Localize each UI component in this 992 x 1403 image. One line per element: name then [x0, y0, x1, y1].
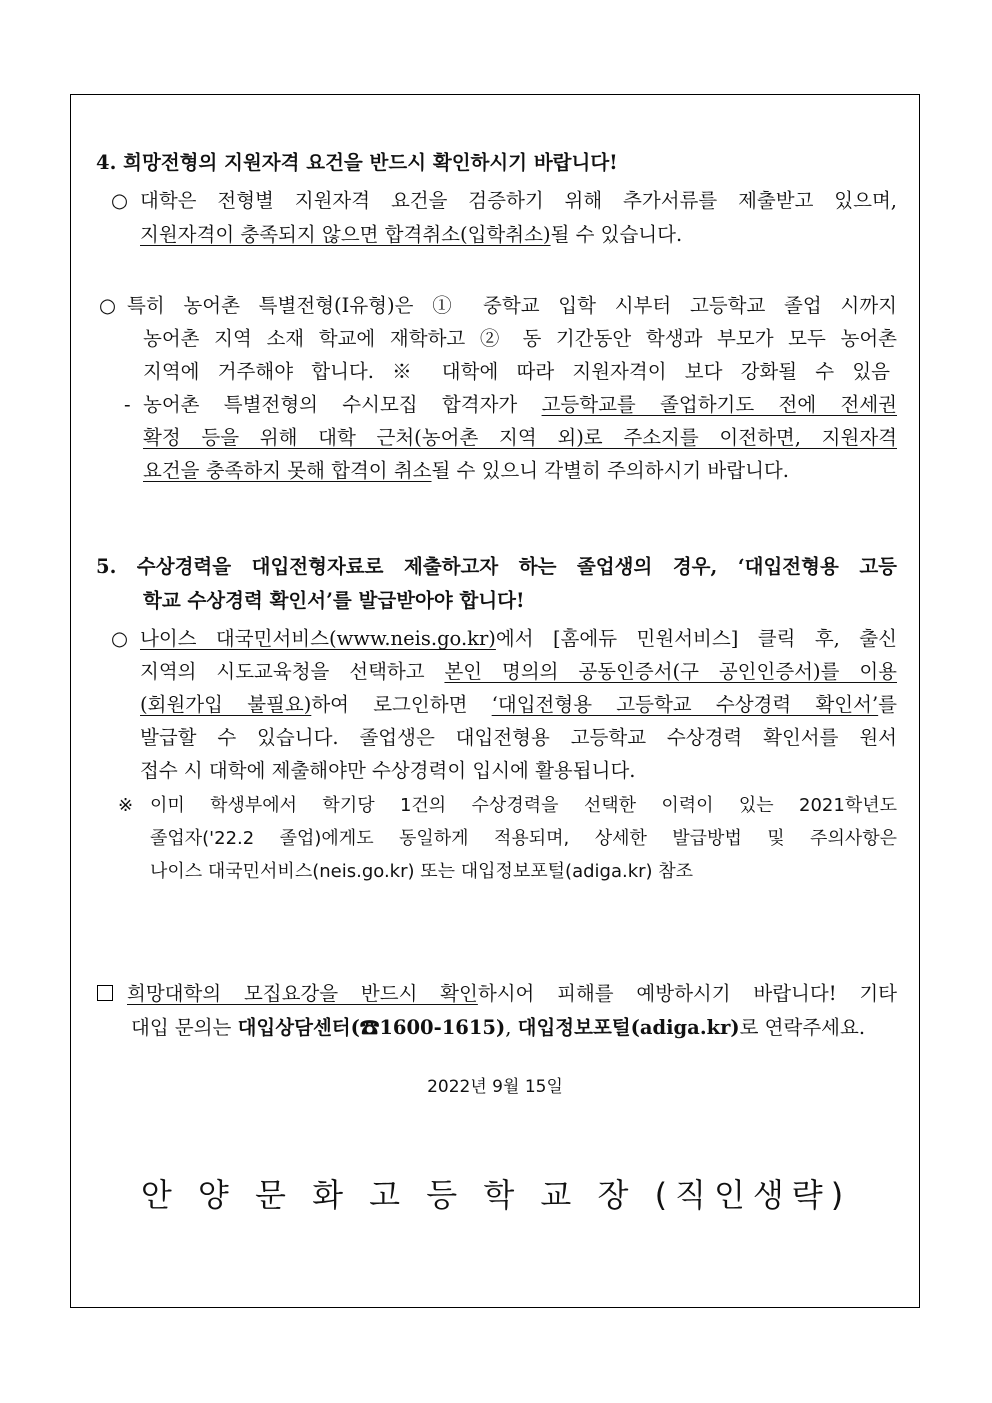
section5-line5: 접수 시 대학에 제출해야만 수상경력이 입시에 활용됩니다. — [140, 759, 636, 782]
section4-p3-line2: 확정 등을 위해 대학 근처(농어촌 지역 외)로 주소지를 이전하면, 지원자격 — [143, 426, 897, 449]
section4-p2-line1: 특히 농어촌 특별전형(I유형)은 ① 중학교 입학 시부터 고등학교 졸업 시까지 — [127, 294, 897, 317]
closing-line2: 대입 문의는 대입상담센터(☎1600-1615), 대입정보포털(adiga.kr)로 연락주세요. — [131, 1016, 866, 1039]
note-line1: 이미 학생부에서 학기당 1건의 수상경력을 선택한 이력이 있는 2021학년도 — [150, 795, 897, 816]
section5-line4: 발급할 수 있습니다. 졸업생은 대입전형용 고등학교 수상경력 확인서를 원서 — [140, 726, 897, 749]
section4-p2-line2: 농어촌 지역 소재 학교에 재학하고 ② 동 기간동안 학생과 부모가 모두 농어촌 — [143, 327, 897, 350]
note-mark: ※ — [118, 795, 134, 816]
closing-line1: 희망대학의 모집요강을 반드시 확인하시어 피해를 예방하시기 바랍니다! 기타 — [127, 982, 897, 1005]
cancel-warning-text: 지원자격이 충족되지 않으면 합격취소(입학취소) — [140, 223, 551, 246]
adiga-portal: 대입정보포털(adiga.kr) — [517, 1016, 740, 1039]
section5-heading-line1: 5. 수상경력을 대입전형자료로 제출하고자 하는 졸업생의 경우, ‘대입전형용 고등 — [96, 555, 897, 578]
signature-line: 안 양 문 화 고 등 학 교 장 (직인생략) — [140, 1176, 852, 1214]
note-line3: 나이스 대국민서비스(neis.go.kr) 또는 대입정보포털(adiga.kr) 참조 — [150, 861, 694, 882]
section5-line2: 지역의 시도교육청을 선택하고 본인 명의의 공동인증서(구 공인인증서)를 이용 — [140, 660, 897, 683]
dash-marker: - — [124, 393, 131, 416]
note-line2: 졸업자('22.2 졸업)에게도 동일하게 적용되며, 상세한 발급방법 및 주의사항은 — [150, 828, 897, 849]
section4-p2-line3: 지역에 거주해야 합니다. ※ 대학에 따라 지원자격이 보다 강화될 수 있음 — [143, 360, 890, 383]
neis-link-text: 나이스 대국민서비스(www.neis.go.kr) — [140, 627, 496, 650]
document-date: 2022년 9월 15일 — [427, 1077, 563, 1097]
checkbox-square — [97, 985, 113, 1001]
section4-p3-line3: 요건을 충족하지 못해 합격이 취소될 수 있으니 각별히 주의하시기 바랍니다. — [143, 459, 789, 482]
section4-p3-line1: 농어촌 특별전형의 수시모집 합격자가 고등학교를 졸업하기도 전에 전세권 — [143, 393, 897, 416]
section5-line1: 나이스 대국민서비스(www.neis.go.kr)에서 [홈에듀 민원서비스] 클릭 후, 출신 — [140, 627, 897, 650]
section4-heading: 4. 희망전형의 지원자격 요건을 반드시 확인하시기 바랍니다! — [96, 151, 618, 174]
bullet-circle: ○ — [111, 189, 129, 212]
section5-heading-line2: 학교 수상경력 확인서’를 발급받아야 합니다! — [143, 589, 525, 612]
counsel-center-phone: 대입상담센터(☎1600-1615) — [237, 1016, 506, 1039]
section4-p1-line2: 지원자격이 충족되지 않으면 합격취소(입학취소)될 수 있습니다. — [140, 223, 683, 246]
section5-line3: (회원가입 불필요)하여 로그인하면 ‘대입전형용 고등학교 수상경력 확인서’를 — [140, 693, 897, 716]
bullet-circle: ○ — [99, 294, 117, 317]
bullet-circle: ○ — [111, 627, 129, 650]
section4-p1-line1: 대학은 전형별 지원자격 요건을 검증하기 위해 추가서류를 제출받고 있으며, — [140, 189, 897, 212]
